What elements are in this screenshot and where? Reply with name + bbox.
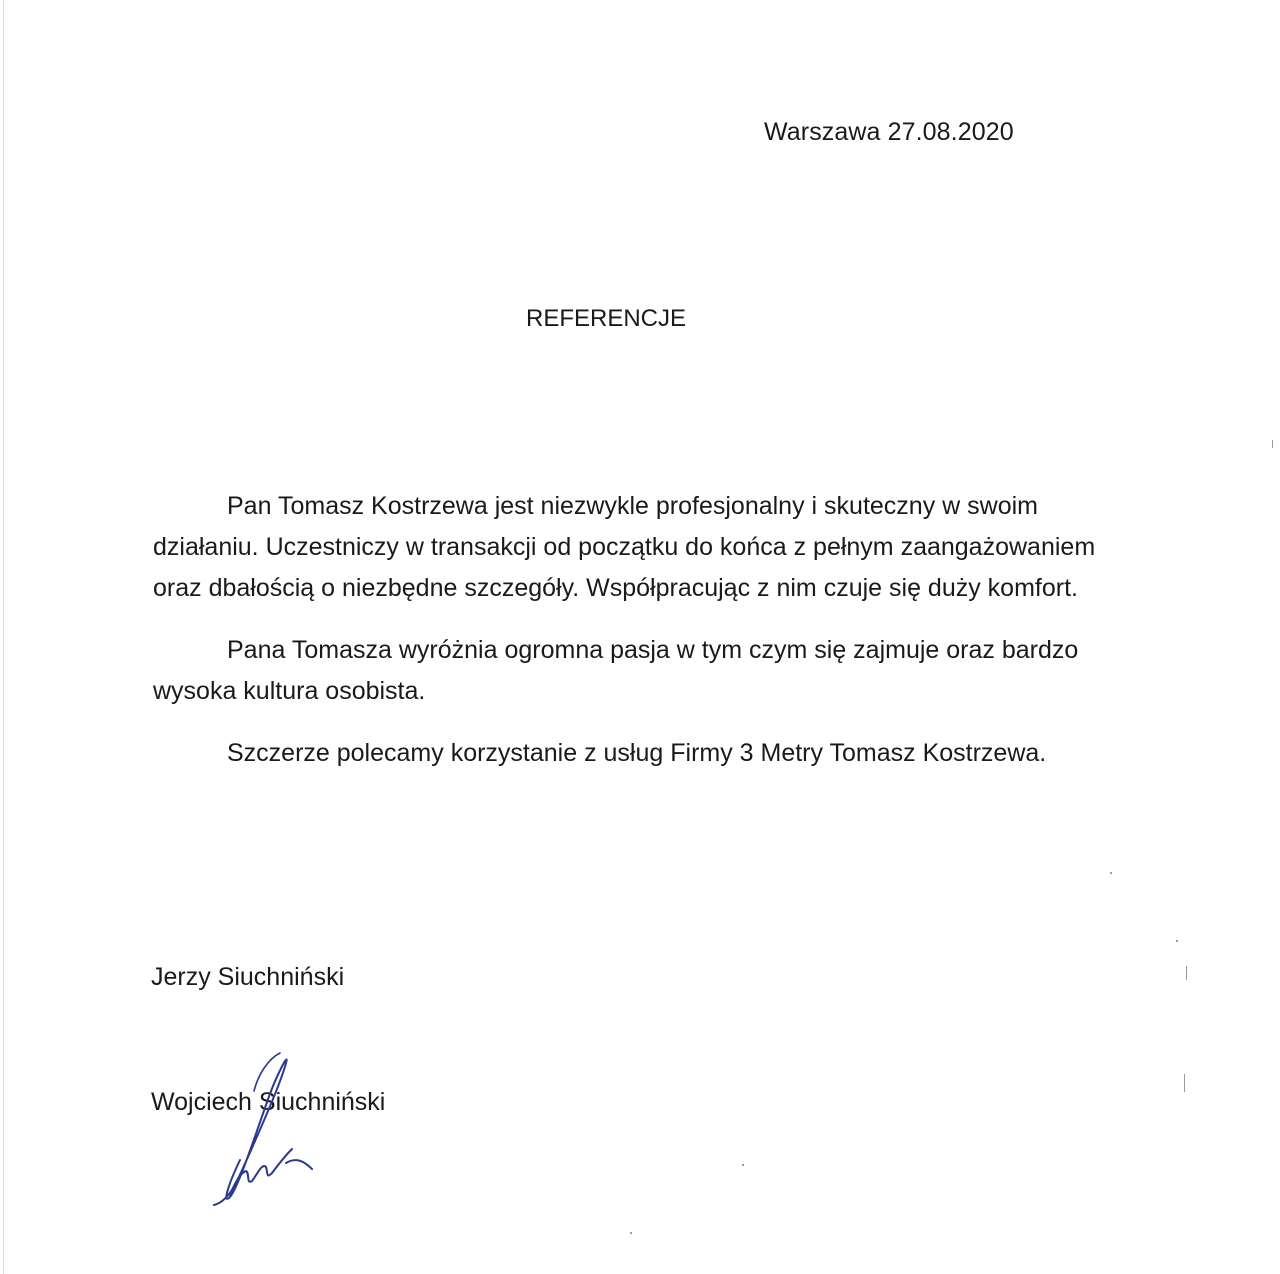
scan-speck (1186, 966, 1187, 980)
scan-speck (1184, 1074, 1185, 1092)
scan-speck (1176, 940, 1178, 942)
paragraph-1: Pan Tomasz Kostrzewa jest niezwykle profesjonalny i skuteczny w swoim działaniu. Uczestniczy w transakcji od początku do końca z pełnym zaangażowaniem oraz dbałością o niezbędne szczegóły. Współpracując z nim czuje się duży komfort. (153, 492, 1096, 602)
place-date: Warszawa 27.08.2020 (764, 118, 1014, 146)
paragraph-3: Szczerze polecamy korzystanie z usług Firmy 3 Metry Tomasz Kostrzewa. (227, 739, 1047, 767)
handwritten-signature-icon (200, 1045, 330, 1215)
letter-title: REFERENCJE (526, 305, 687, 332)
paragraph-2: Pana Tomasza wyróżnia ogromna pasja w tym czym się zajmuje oraz bardzo wysoka kultura osobista. (153, 636, 1079, 705)
letter-body (153, 486, 1113, 774)
signatory-1-name: Jerzy Siuchniński (151, 963, 345, 991)
scan-speck (742, 1164, 744, 1166)
scan-edge (3, 0, 4, 1274)
scan-speck (630, 1232, 632, 1234)
scan-speck (1272, 440, 1273, 448)
signatory-2-name: Wojciech Siuchniński (151, 1088, 386, 1116)
scan-speck (1110, 872, 1112, 874)
